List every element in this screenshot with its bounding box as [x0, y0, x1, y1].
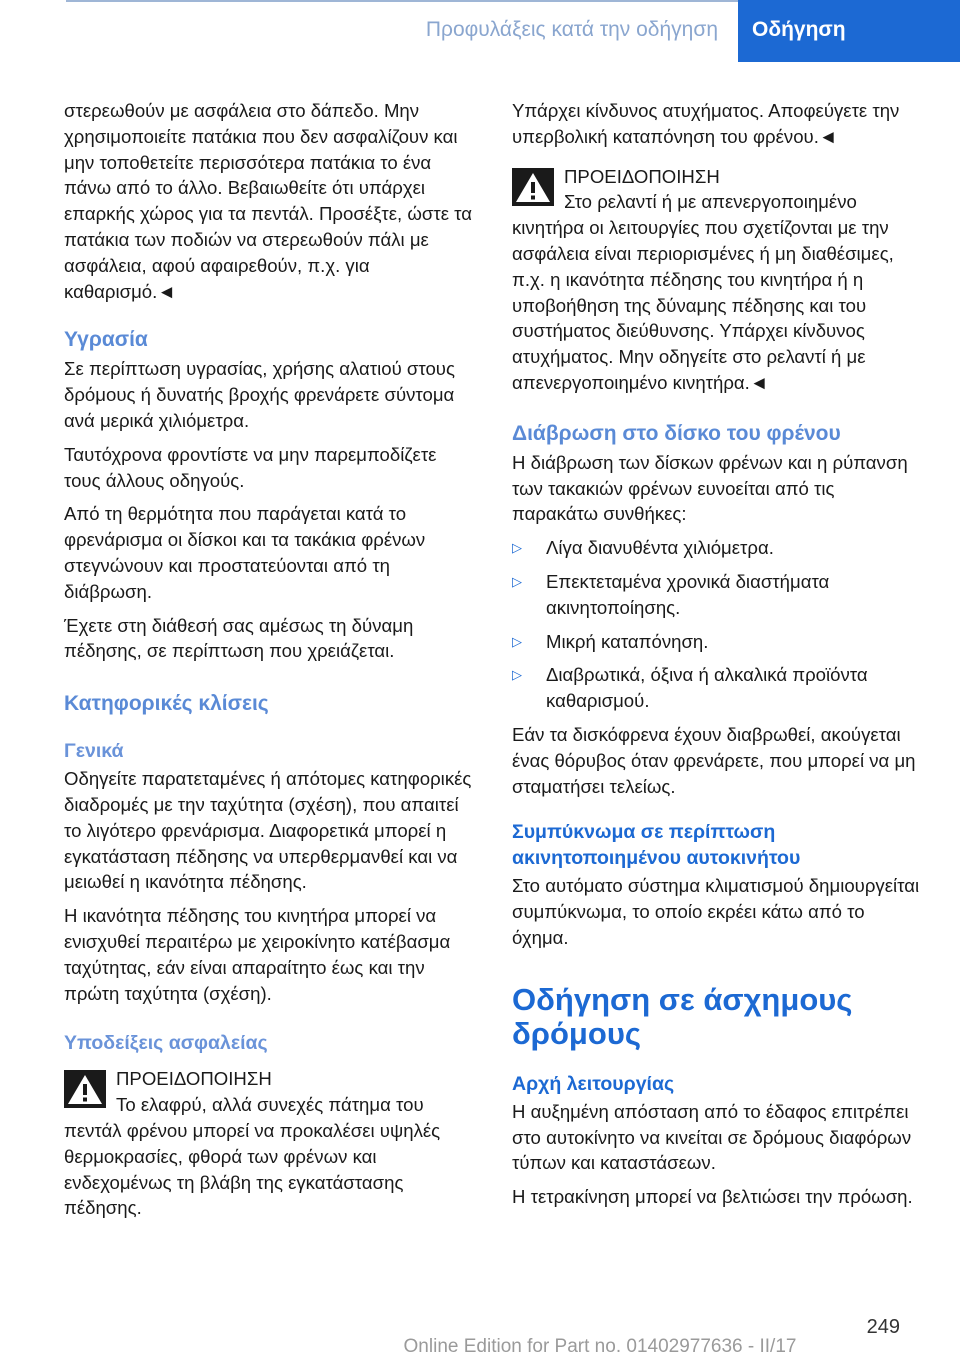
warning-text: πεντάλ φρένου μπορεί να προκαλέσει υψηλές θερμοκρασίες, φθορά των φρένων και ενδεχομένως τη βλάβη της εγκατάστασης πέδησης.: [64, 1119, 441, 1219]
warning-block: [512, 164, 924, 396]
triangle-bullet-icon: ▷: [512, 667, 522, 683]
warning-text: κινητήρα οι λειτουργίες που σχετίζονται με την ασφάλεια είναι περιορισμένες ή μη διαθέσιμες, π.χ. η ικανότητα πέδησης του κινητήρα ή η υποβοήθηση της δύναμης πέδησης και του συστήματος διεύθυνσης. Υπάρχει κίνδυνος ατυχήματος. Μην οδηγείτε στο ρελαντί ή με απενεργοποιημένο κινητήρα.◄: [512, 217, 894, 393]
list-item-text: Λίγα διανυθέντα χιλιόμετρα.: [546, 537, 774, 559]
warning-title: ΠΡΟΕΙΔΟΠΟΙΗΣΗ: [116, 1068, 272, 1090]
triangle-bullet-icon: ▷: [512, 540, 522, 556]
warning-text-first-line: Στο ρελαντί ή με απενεργοποιημένο: [564, 191, 857, 213]
paragraph: Η διάβρωση των δίσκων φρένων και η ρύπανση των τακακιών φρένων ευνοείται από τις παρακάτω συνθήκες:: [512, 451, 908, 525]
warning-title: ΠΡΟΕΙΔΟΠΟΙΗΣΗ: [564, 165, 720, 187]
paragraph: Ταυτόχρονα φροντίστε να μην παρεμποδίζετε τους άλλους οδηγούς.: [64, 443, 437, 491]
list-item: [512, 569, 924, 621]
heading-genika: Γενικά: [64, 740, 124, 763]
paragraph: Η ικανότητα πέδησης του κινητήρα μπορεί να ενισχυθεί περαιτέρω με χειροκίνητο κατέβασμα ταχύτητας, εάν είναι απαραίτητο έως και την πρώτη ταχύτητα (σχέση).: [64, 905, 451, 1004]
header-section-title: Προφυλάξεις κατά την οδήγηση: [425, 18, 718, 41]
list-item: [512, 629, 924, 655]
heading-ypodeixeis-asfaleias: Υποδείξεις ασφαλείας: [64, 1032, 268, 1055]
list-item-text: Μικρή καταπόνηση.: [546, 630, 709, 652]
paragraph: Υπάρχει κίνδυνος ατυχήματος. Αποφεύγετε την υπερβολική καταπόνηση του φρένου.◄: [512, 100, 900, 147]
header-chapter-tab: Οδήγηση: [738, 0, 960, 62]
warning-block: [64, 1066, 476, 1221]
list-item-text: Διαβρωτικά, όξινα ή αλκαλικά προϊόντα καθαρισμού.: [546, 664, 868, 712]
warning-triangle-icon: [64, 1070, 106, 1108]
list-item: [512, 535, 924, 561]
footer-edition-text: Online Edition for Part no. 01402977636 - II/17: [403, 1336, 797, 1357]
footer-edition: [0, 1336, 960, 1358]
paragraph: Η τετρακίνηση μπορεί να βελτιώσει την πρόωση.: [512, 1186, 913, 1208]
paragraph: Στο αυτόματο σύστημα κλιματισμού δημιουργείται συμπύκνωμα, το οποίο εκρέει κάτω από το όχημα.: [512, 875, 920, 948]
page-number: 249: [866, 1316, 900, 1338]
triangle-bullet-icon: ▷: [512, 573, 522, 589]
heading-odigisi-se-asximous-dromous: Οδήγηση σε άσχημους δρόμους: [512, 981, 853, 1051]
paragraph: Σε περίπτωση υγρασίας, χρήσης αλατιού στους δρόμους ή δυνατής βροχής φρενάρετε σύντομα ανά μερικά χιλιόμετρα.: [64, 358, 455, 431]
paragraph: στερεωθούν με ασφάλεια στο δάπεδο. Μην χρησιμοποιείτε πατάκια που δεν ασφαλίζουν και μην τοποθετείτε περισσότερα πατάκια το ένα πάνω από το άλλο. Βεβαιωθείτε ότι υπάρχει επαρκής χώρος για τα πεντάλ. Προσέξτε, ώστε τα πατάκια των ποδιών να στερεωθούν πάλι με ασφάλεια, αφού αφαιρεθούν, π.χ. για καθαρισμό.◄: [64, 100, 473, 302]
paragraph: Οδηγείτε παρατεταμένες ή απότομες κατηφορικές διαδρομές με την ταχύτητα (σχέση), που απαιτεί το λιγότερο φρενάρισμα. Διαφορετικά μπορεί η εγκατάσταση πέδησης να υπερθερμανθεί και να μειωθεί η ικανότητα πέδησης.: [64, 768, 472, 893]
heading-diavrosi-disko: Διάβρωση στο δίσκο του φρένου: [512, 421, 841, 445]
conditions-list: [512, 535, 924, 714]
heading-arxi-leitourgias: Αρχή λειτουργίας: [512, 1072, 675, 1095]
triangle-bullet-icon: ▷: [512, 633, 522, 649]
warning-text-first-line: Το ελαφρύ, αλλά συνεχές πάτημα του: [116, 1094, 424, 1116]
paragraph: Έχετε στη διάθεσή σας αμέσως τη δύναμη πέδησης, σε περίπτωση που χρειάζεται.: [64, 614, 414, 662]
paragraph: Εάν τα δισκόφρενα έχουν διαβρωθεί, ακούγεται ένας θόρυβος όταν φρενάρετε, που μπορεί να μη σταματήσει τελείως.: [512, 723, 916, 797]
list-item: [512, 662, 924, 714]
warning-triangle-icon: [512, 168, 554, 206]
right-column: [512, 98, 924, 1218]
left-column: [64, 98, 476, 1229]
heading-kataforikes-kliseis: Κατηφορικές κλίσεις: [64, 692, 269, 716]
paragraph: Από τη θερμότητα που παράγεται κατά το φρενάρισμα οι δίσκοι και τα τακάκια φρένων στεγνώνουν και προστατεύονται από τη διάβρωση.: [64, 503, 426, 602]
page-header: [0, 0, 960, 62]
heading-sympyknoma: Συμπύκνωμα σε περίπτωση ακινητοποιημένου αυτοκινήτου: [512, 821, 801, 870]
heading-ygrasia: Υγρασία: [64, 328, 148, 352]
list-item-text: Επεκτεταμένα χρονικά διαστήματα ακινητοποίησης.: [546, 570, 830, 618]
paragraph: Η αυξημένη απόσταση από το έδαφος επιτρέπει στο αυτοκίνητο να κινείται σε δρόμους διαφόρων τύπων και καταστάσεων.: [512, 1100, 912, 1174]
